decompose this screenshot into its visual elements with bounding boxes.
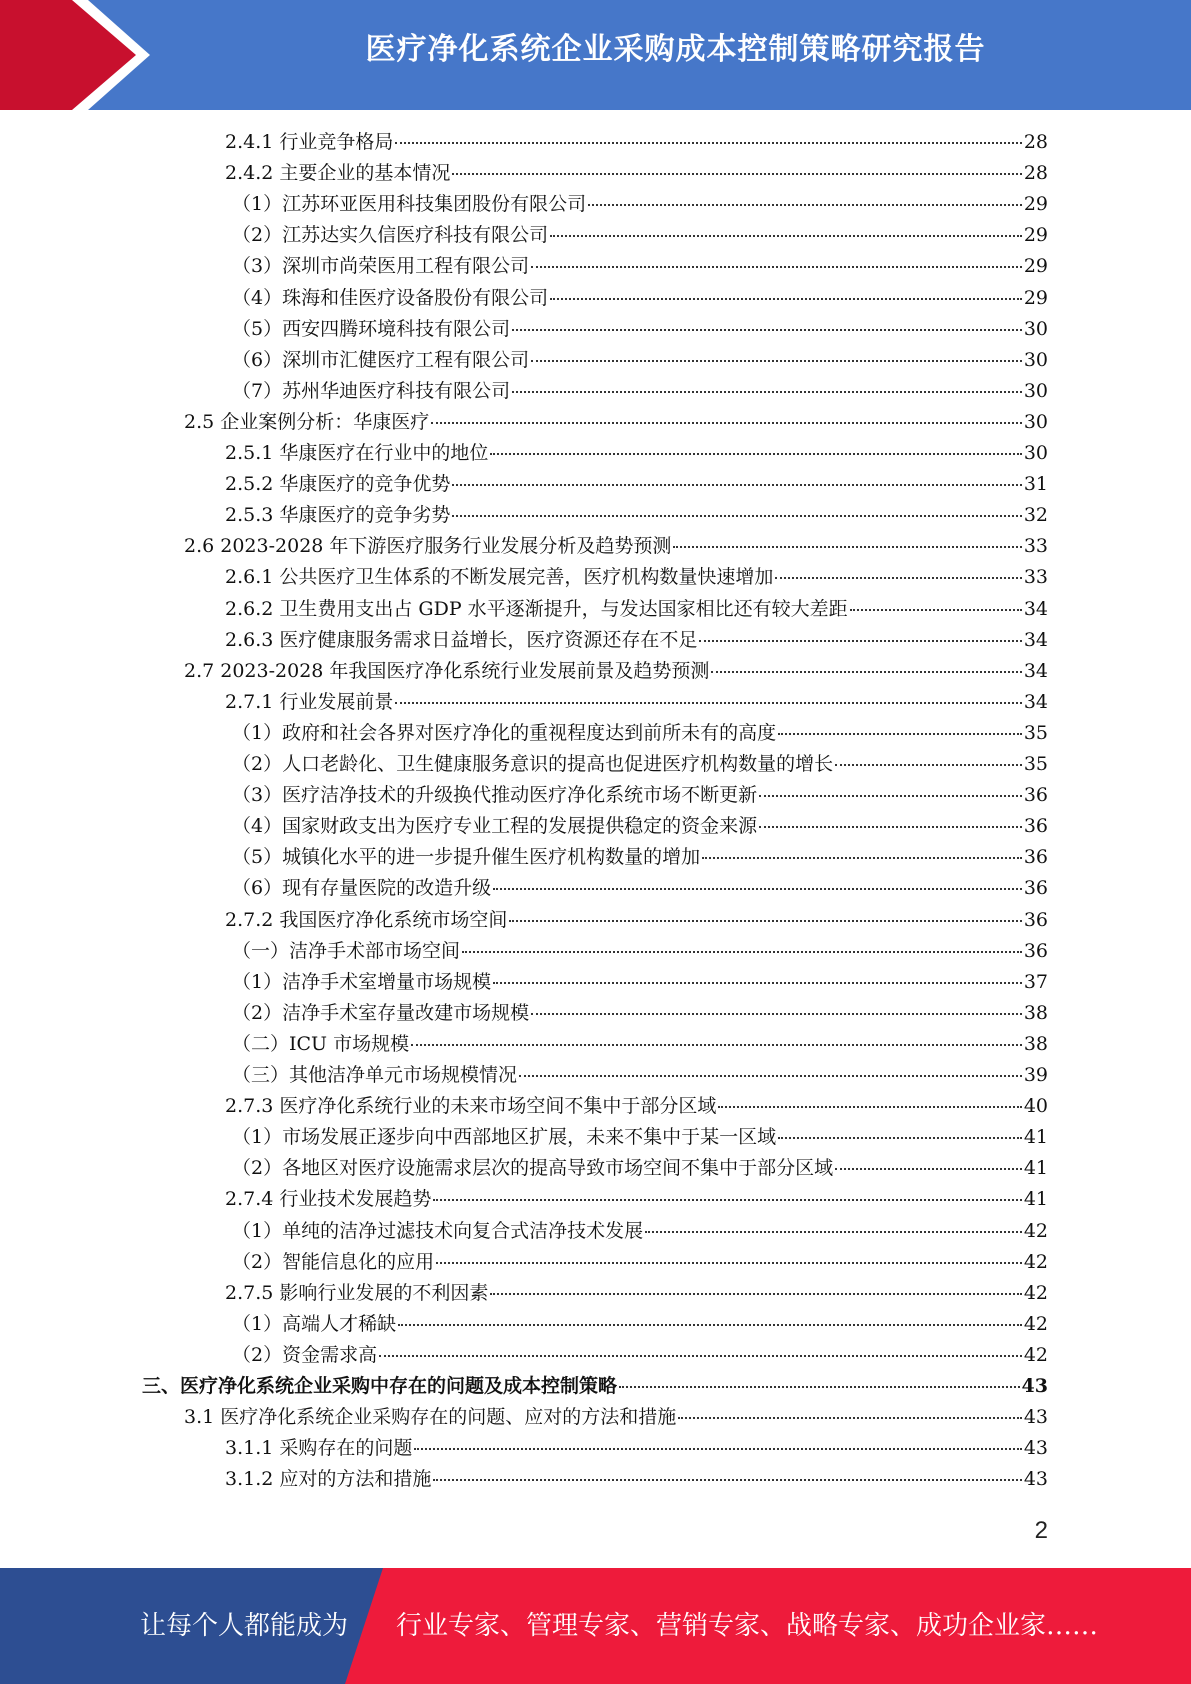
toc-entry-title: 2.5.2 华康医疗的竞争优势 (225, 473, 451, 496)
toc-entry-page: 43 (1023, 1437, 1048, 1460)
toc-dot-leader (493, 982, 1022, 984)
toc-entry-page: 34 (1023, 659, 1048, 682)
toc-dot-leader (512, 391, 1022, 393)
toc-entry-title: （6）深圳市汇健医疗工程有限公司 (232, 348, 530, 371)
toc-entry[interactable] (232, 780, 1048, 811)
toc-entry[interactable] (225, 500, 1048, 531)
toc-entry-page: 36 (1023, 939, 1048, 962)
toc-entry[interactable] (232, 345, 1048, 376)
toc-entry-page: 43 (1021, 1375, 1048, 1397)
page-footer (0, 1568, 1191, 1684)
toc-dot-leader (778, 1137, 1022, 1139)
toc-entry-page: 29 (1023, 193, 1048, 216)
toc-entry-page: 30 (1023, 348, 1048, 371)
toc-entry[interactable] (232, 718, 1048, 749)
toc-entry-page: 33 (1023, 535, 1048, 558)
toc-entry-title: 2.4.1 行业竞争格局 (225, 131, 394, 153)
toc-entry[interactable] (184, 656, 1048, 687)
toc-dot-leader (718, 1106, 1021, 1108)
toc-entry-title: 2.7.5 影响行业发展的不利因素 (225, 1281, 489, 1304)
toc-entry[interactable] (232, 314, 1048, 345)
toc-dot-leader (678, 1417, 1022, 1419)
toc-entry-title: 2.5 企业案例分析：华康医疗 (184, 410, 430, 433)
toc-entry-page: 42 (1023, 1250, 1048, 1273)
toc-entry-page: 32 (1023, 504, 1048, 527)
toc-entry-page: 35 (1023, 753, 1048, 775)
toc-dot-leader (699, 640, 1021, 642)
toc-dot-leader (433, 1479, 1021, 1481)
toc-dot-leader (398, 1324, 1022, 1326)
toc-entry-page: 43 (1023, 1468, 1048, 1491)
toc-entry-page: 38 (1023, 1001, 1048, 1024)
toc-dot-leader (619, 1386, 1020, 1388)
toc-dot-leader (531, 360, 1022, 362)
toc-entry-title: （2）各地区对医疗设施需求层次的提高导致市场空间不集中于部分区域 (232, 1157, 834, 1180)
toc-entry-title: 3.1.1 采购存在的问题 (225, 1437, 413, 1460)
toc-entry-page: 38 (1023, 1032, 1048, 1055)
toc-entry-title: 2.7.1 行业发展前景 (225, 690, 394, 713)
toc-entry-title: 2.7 2023-2028 年我国医疗净化系统行业发展前景及趋势预测 (184, 659, 710, 682)
toc-entry-title: （3）深圳市尚荣医用工程有限公司 (232, 255, 530, 278)
toc-entry-page: 31 (1023, 473, 1048, 496)
toc-dot-leader (588, 204, 1022, 206)
toc-entry[interactable] (232, 749, 1048, 780)
toc-entry-page: 41 (1023, 1188, 1048, 1211)
toc-dot-leader (490, 1293, 1021, 1295)
toc-dot-leader (550, 298, 1022, 300)
toc-entry-page: 40 (1023, 1095, 1048, 1118)
toc-entry-page: 35 (1023, 721, 1048, 744)
toc-entry[interactable] (232, 1340, 1048, 1371)
toc-entry-page: 29 (1023, 286, 1048, 309)
toc-entry-page: 36 (1023, 846, 1048, 869)
toc-dot-leader (452, 173, 1021, 175)
toc-entry-page: 37 (1023, 970, 1048, 993)
toc-entry-page: 28 (1023, 162, 1048, 185)
toc-dot-leader (531, 1013, 1022, 1015)
toc-dot-leader (436, 1262, 1022, 1264)
toc-entry-title: （2）江苏达实久信医疗科技有限公司 (232, 224, 549, 247)
toc-entry[interactable] (225, 594, 1048, 625)
toc-entry-title: （6）现有存量医院的改造升级 (232, 877, 492, 900)
toc-entry-page: 34 (1023, 597, 1048, 620)
toc-entry-title: （1）高端人才稀缺 (232, 1312, 397, 1335)
toc-entry[interactable] (232, 189, 1048, 220)
toc-entry-page: 30 (1023, 379, 1048, 402)
toc-entry-page: 42 (1023, 1281, 1048, 1304)
page-number: 2 (1034, 1517, 1048, 1544)
toc-entry[interactable] (232, 376, 1048, 407)
toc-entry-title: （1）江苏环亚医用科技集团股份有限公司 (232, 193, 587, 216)
toc-entry[interactable] (225, 1184, 1048, 1215)
toc-entry-page: 41 (1023, 1126, 1048, 1149)
toc-entry[interactable] (232, 1247, 1048, 1278)
toc-entry-title: 2.6.2 卫生费用支出占 GDP 水平逐渐提升，与发达国家相比还有较大差距 (225, 597, 848, 620)
toc-entry[interactable] (142, 1371, 1048, 1402)
toc-entry[interactable] (225, 127, 1048, 158)
toc-entry[interactable] (232, 967, 1048, 998)
toc-entry-page: 29 (1023, 255, 1048, 278)
toc-dot-leader (414, 1448, 1021, 1450)
toc-entry[interactable] (225, 438, 1048, 469)
toc-entry[interactable] (232, 842, 1048, 873)
toc-dot-leader (673, 546, 1021, 548)
toc-entry-title: 2.7.2 我国医疗净化系统市场空间 (225, 908, 508, 931)
toc-entry-title: （2）资金需求高 (232, 1343, 378, 1366)
toc-entry[interactable] (232, 1029, 1048, 1060)
toc-entry-page: 43 (1023, 1406, 1048, 1429)
toc-dot-leader (850, 609, 1022, 611)
toc-entry-title: （1）洁净手术室增量市场规模 (232, 970, 492, 993)
toc-entry[interactable] (225, 687, 1048, 718)
toc-dot-leader (835, 1168, 1022, 1170)
toc-dot-leader (395, 702, 1021, 704)
toc-entry-title: 2.5.1 华康医疗在行业中的地位 (225, 442, 489, 464)
toc-entry[interactable] (232, 251, 1048, 282)
toc-entry-title: 2.4.2 主要企业的基本情况 (225, 162, 451, 185)
toc-entry[interactable] (232, 1122, 1048, 1153)
toc-dot-leader (702, 857, 1022, 859)
toc-entry-page: 30 (1023, 442, 1048, 464)
toc-entry-title: （三）其他洁净单元市场规模情况 (232, 1064, 518, 1086)
toc-entry-title: （1）市场发展正逐步向中西部地区扩展，未来不集中于某一区域 (232, 1126, 777, 1149)
toc-entry-title: 3.1.2 应对的方法和措施 (225, 1468, 432, 1491)
toc-entry-title: （3）医疗洁净技术的升级换代推动医疗净化系统市场不断更新 (232, 784, 758, 807)
toc-entry[interactable] (232, 1060, 1048, 1091)
toc-entry[interactable] (225, 469, 1048, 500)
toc-entry-title: （4）国家财政支出为医疗专业工程的发展提供稳定的资金来源 (232, 815, 758, 838)
toc-entry-title: （1）政府和社会各界对医疗净化的重视程度达到前所未有的高度 (232, 721, 777, 744)
toc-entry[interactable] (184, 407, 1048, 438)
toc-entry-title: （2）人口老龄化、卫生健康服务意识的提高也促进医疗机构数量的增长 (232, 753, 834, 775)
toc-dot-leader (759, 826, 1022, 828)
toc-dot-leader (512, 329, 1022, 331)
page-header (0, 0, 1191, 110)
toc-entry-title: （二）ICU 市场规模 (232, 1032, 410, 1055)
toc-entry[interactable] (232, 936, 1048, 967)
toc-dot-leader (433, 1199, 1021, 1201)
toc-entry-page: 41 (1023, 1157, 1048, 1180)
toc-entry-title: （2）洁净手术室存量改建市场规模 (232, 1001, 530, 1024)
toc-dot-leader (759, 795, 1022, 797)
toc-entry[interactable] (225, 1433, 1048, 1464)
toc-entry[interactable] (232, 873, 1048, 904)
footer-roles: 行业专家、管理专家、营销专家、战略专家、成功企业家…… (396, 1611, 1099, 1641)
toc-dot-leader (462, 951, 1022, 953)
toc-entry-title: 2.6 2023-2028 年下游医疗服务行业发展分析及趋势预测 (184, 535, 672, 558)
toc-entry-page: 36 (1023, 908, 1048, 931)
footer-slogan: 让每个人都能成为 (140, 1611, 349, 1641)
toc-entry-title: 2.7.3 医疗净化系统行业的未来市场空间不集中于部分区域 (225, 1095, 717, 1118)
header-chevron-icon (0, 0, 136, 110)
toc-dot-leader (431, 422, 1022, 424)
toc-entry-title: （5）西安四腾环境科技有限公司 (232, 317, 511, 340)
toc-entry[interactable] (225, 562, 1048, 593)
toc-entry-page: 36 (1023, 784, 1048, 807)
toc-dot-leader (493, 888, 1022, 890)
toc-entry[interactable] (225, 1091, 1048, 1122)
toc-entry-title: 2.6.3 医疗健康服务需求日益增长，医疗资源还存在不足 (225, 628, 698, 651)
toc-entry-page: 33 (1023, 566, 1048, 589)
toc-dot-leader (411, 1044, 1022, 1046)
toc-dot-leader (645, 1231, 1022, 1233)
toc-entry[interactable] (232, 811, 1048, 842)
toc-dot-leader (452, 515, 1021, 517)
toc-entry[interactable] (232, 1216, 1048, 1247)
toc-entry-title: 2.6.1 公共医疗卫生体系的不断发展完善，医疗机构数量快速增加 (225, 566, 774, 589)
toc-dot-leader (775, 577, 1021, 579)
toc-dot-leader (835, 764, 1022, 766)
toc-entry-page: 34 (1023, 628, 1048, 651)
toc-entry-page: 30 (1023, 317, 1048, 340)
toc-entry-title: （4）珠海和佳医疗设备股份有限公司 (232, 286, 549, 309)
toc-entry[interactable] (225, 1464, 1048, 1495)
toc-entry-title: （1）单纯的洁净过滤技术向复合式洁净技术发展 (232, 1219, 644, 1242)
toc-entry-title: （2）智能信息化的应用 (232, 1250, 435, 1273)
toc-entry-title: （一）洁净手术部市场空间 (232, 939, 461, 962)
toc-entry-page: 28 (1023, 131, 1048, 153)
toc-entry-page: 42 (1023, 1312, 1048, 1335)
toc-entry[interactable] (225, 158, 1048, 189)
toc-entry-page: 42 (1023, 1343, 1048, 1366)
toc-entry[interactable] (232, 998, 1048, 1029)
report-title: 医疗净化系统企业采购成本控制策略研究报告 (365, 32, 986, 67)
toc-dot-leader (519, 1075, 1022, 1077)
toc-entry-page: 29 (1023, 224, 1048, 247)
toc-entry[interactable] (225, 905, 1048, 936)
toc-entry-title: 3.1 医疗净化系统企业采购存在的问题、应对的方法和措施 (184, 1406, 677, 1429)
toc-dot-leader (509, 920, 1021, 922)
toc-dot-leader (490, 453, 1021, 455)
toc-entry-page: 30 (1023, 410, 1048, 433)
toc-entry[interactable] (225, 1278, 1048, 1309)
toc-entry-page: 34 (1023, 690, 1048, 713)
toc-dot-leader (550, 235, 1022, 237)
toc-entry-title: （7）苏州华迪医疗科技有限公司 (232, 379, 511, 402)
toc-entry-page: 39 (1023, 1064, 1048, 1086)
toc-entry-title: 2.5.3 华康医疗的竞争劣势 (225, 504, 451, 527)
toc-entry-title: 2.7.4 行业技术发展趋势 (225, 1188, 432, 1211)
toc-entry[interactable] (184, 531, 1048, 562)
toc-entry[interactable] (232, 283, 1048, 314)
toc-entry-page: 42 (1023, 1219, 1048, 1242)
toc-dot-leader (379, 1355, 1022, 1357)
toc-dot-leader (395, 142, 1021, 144)
toc-dot-leader (452, 484, 1021, 486)
toc-entry-page: 36 (1023, 877, 1048, 900)
toc-dot-leader (531, 266, 1022, 268)
toc-entry-page: 36 (1023, 815, 1048, 838)
toc-entry[interactable] (232, 1309, 1048, 1340)
toc-entry[interactable] (232, 1153, 1048, 1184)
toc-entry[interactable] (232, 220, 1048, 251)
toc-entry-title: 三、医疗净化系统企业采购中存在的问题及成本控制策略 (142, 1375, 618, 1397)
toc-dot-leader (711, 671, 1021, 673)
toc-dot-leader (778, 733, 1022, 735)
toc-entry-title: （5）城镇化水平的进一步提升催生医疗机构数量的增加 (232, 846, 701, 869)
toc-entry[interactable] (184, 1402, 1048, 1433)
toc-entry[interactable] (225, 625, 1048, 656)
